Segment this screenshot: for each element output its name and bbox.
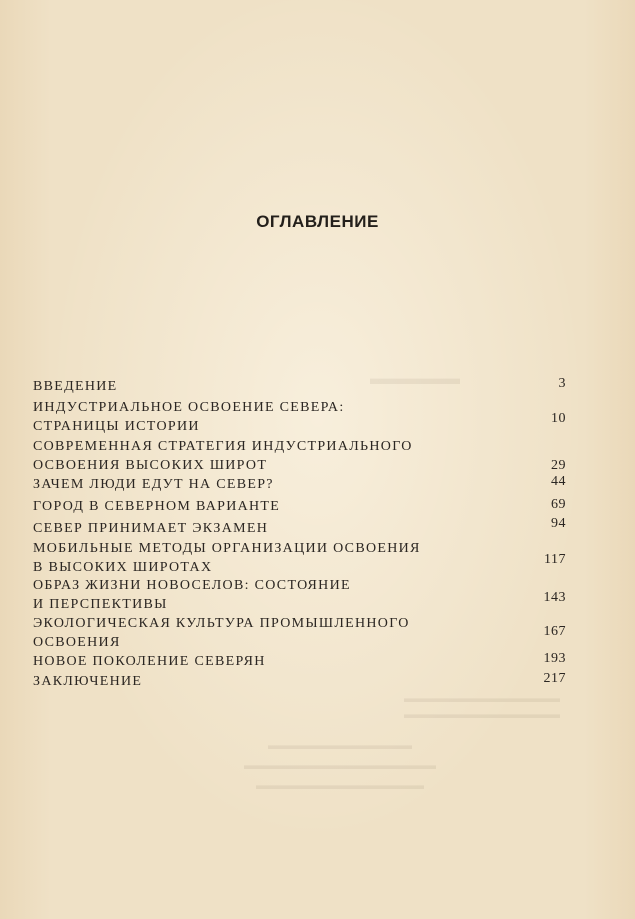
toc-entry-title (33, 519, 503, 538)
toc-entry-title (33, 576, 503, 614)
toc-page-number: 143 (543, 590, 566, 605)
toc-entry (33, 652, 566, 672)
toc-entry-title (33, 672, 503, 691)
toc-entry (33, 475, 566, 497)
toc-entry (33, 398, 566, 437)
toc-page-number: 10 (551, 411, 566, 426)
toc-page-number: 29 (551, 458, 566, 473)
toc-entry-line: ЭКОЛОГИЧЕСКАЯ КУЛЬТУРА ПРОМЫШЛЕННОГО (33, 616, 410, 631)
bleed-through-decoration: ▬▬▬▬▬ (370, 368, 460, 388)
toc-entry-line: ЗАКЛЮЧЕНИЕ (33, 674, 143, 689)
toc-entry-line: ВВЕДЕНИЕ (33, 379, 118, 394)
toc-page-number: 167 (543, 624, 566, 639)
toc-entry-title (33, 652, 503, 671)
toc-entry-title (33, 377, 503, 396)
toc-entry-title (33, 614, 503, 652)
toc-entry-line: СОВРЕМЕННАЯ СТРАТЕГИЯ ИНДУСТРИАЛЬНОГО (33, 439, 413, 454)
toc-entry-line: СЕВЕР ПРИНИМАЕТ ЭКЗАМЕН (33, 521, 269, 536)
toc-entry-title (33, 398, 503, 436)
toc-page-number: 3 (558, 376, 566, 391)
toc-entry-line: ИНДУСТРИАЛЬНОЕ ОСВОЕНИЕ СЕВЕРА: (33, 400, 345, 415)
toc-page-number: 94 (551, 516, 566, 531)
toc-entry (33, 576, 566, 614)
toc-entry-line: СТРАНИЦЫ ИСТОРИИ (33, 419, 200, 434)
toc-entry-line: НОВОЕ ПОКОЛЕНИЕ СЕВЕРЯН (33, 654, 266, 669)
toc-entry-title (33, 437, 503, 475)
toc-entry-line: МОБИЛЬНЫЕ МЕТОДЫ ОРГАНИЗАЦИИ ОСВОЕНИЯ (33, 541, 421, 556)
toc-entry (33, 539, 566, 576)
bleed-through-decoration: ▬▬▬▬▬▬▬▬▬▬▬▬ ▬▬▬▬▬▬▬▬▬▬▬▬▬▬▬▬ ▬▬▬▬▬▬▬▬▬▬▬▬▬▬ (244, 738, 436, 792)
toc-entry (33, 497, 566, 519)
toc-entry (33, 516, 566, 539)
toc-page-number: 217 (543, 671, 566, 686)
page-title: ОГЛАВЛЕНИЕ (256, 212, 379, 231)
toc-page-number: 44 (551, 474, 566, 489)
toc-entry (33, 437, 566, 475)
toc-entry (33, 672, 566, 692)
toc-page-number: 193 (543, 651, 566, 666)
toc-entry-line: В ВЫСОКИХ ШИРОТАХ (33, 560, 213, 575)
toc-page-number: 117 (544, 552, 566, 567)
toc-entry-title (33, 475, 503, 494)
table-of-contents (33, 377, 566, 692)
toc-entry (33, 614, 566, 652)
toc-entry-line: ОСВОЕНИЯ (33, 635, 121, 650)
toc-entry-line: ОБРАЗ ЖИЗНИ НОВОСЕЛОВ: СОСТОЯНИЕ (33, 578, 351, 593)
toc-entry-line: ЗАЧЕМ ЛЮДИ ЕДУТ НА СЕВЕР? (33, 477, 274, 492)
toc-entry-line: ГОРОД В СЕВЕРНОМ ВАРИАНТЕ (33, 499, 281, 514)
bleed-through-decoration: ▬▬▬▬▬▬▬▬▬▬▬▬▬ ▬▬▬▬▬▬▬▬▬▬▬▬▬ (404, 691, 560, 721)
toc-entry-line: И ПЕРСПЕКТИВЫ (33, 597, 168, 612)
toc-entry-title (33, 497, 503, 516)
toc-entry-title (33, 539, 503, 577)
toc-page-number: 69 (551, 497, 566, 512)
toc-entry (33, 377, 566, 398)
toc-entry-line: ОСВОЕНИЯ ВЫСОКИХ ШИРОТ (33, 458, 268, 473)
